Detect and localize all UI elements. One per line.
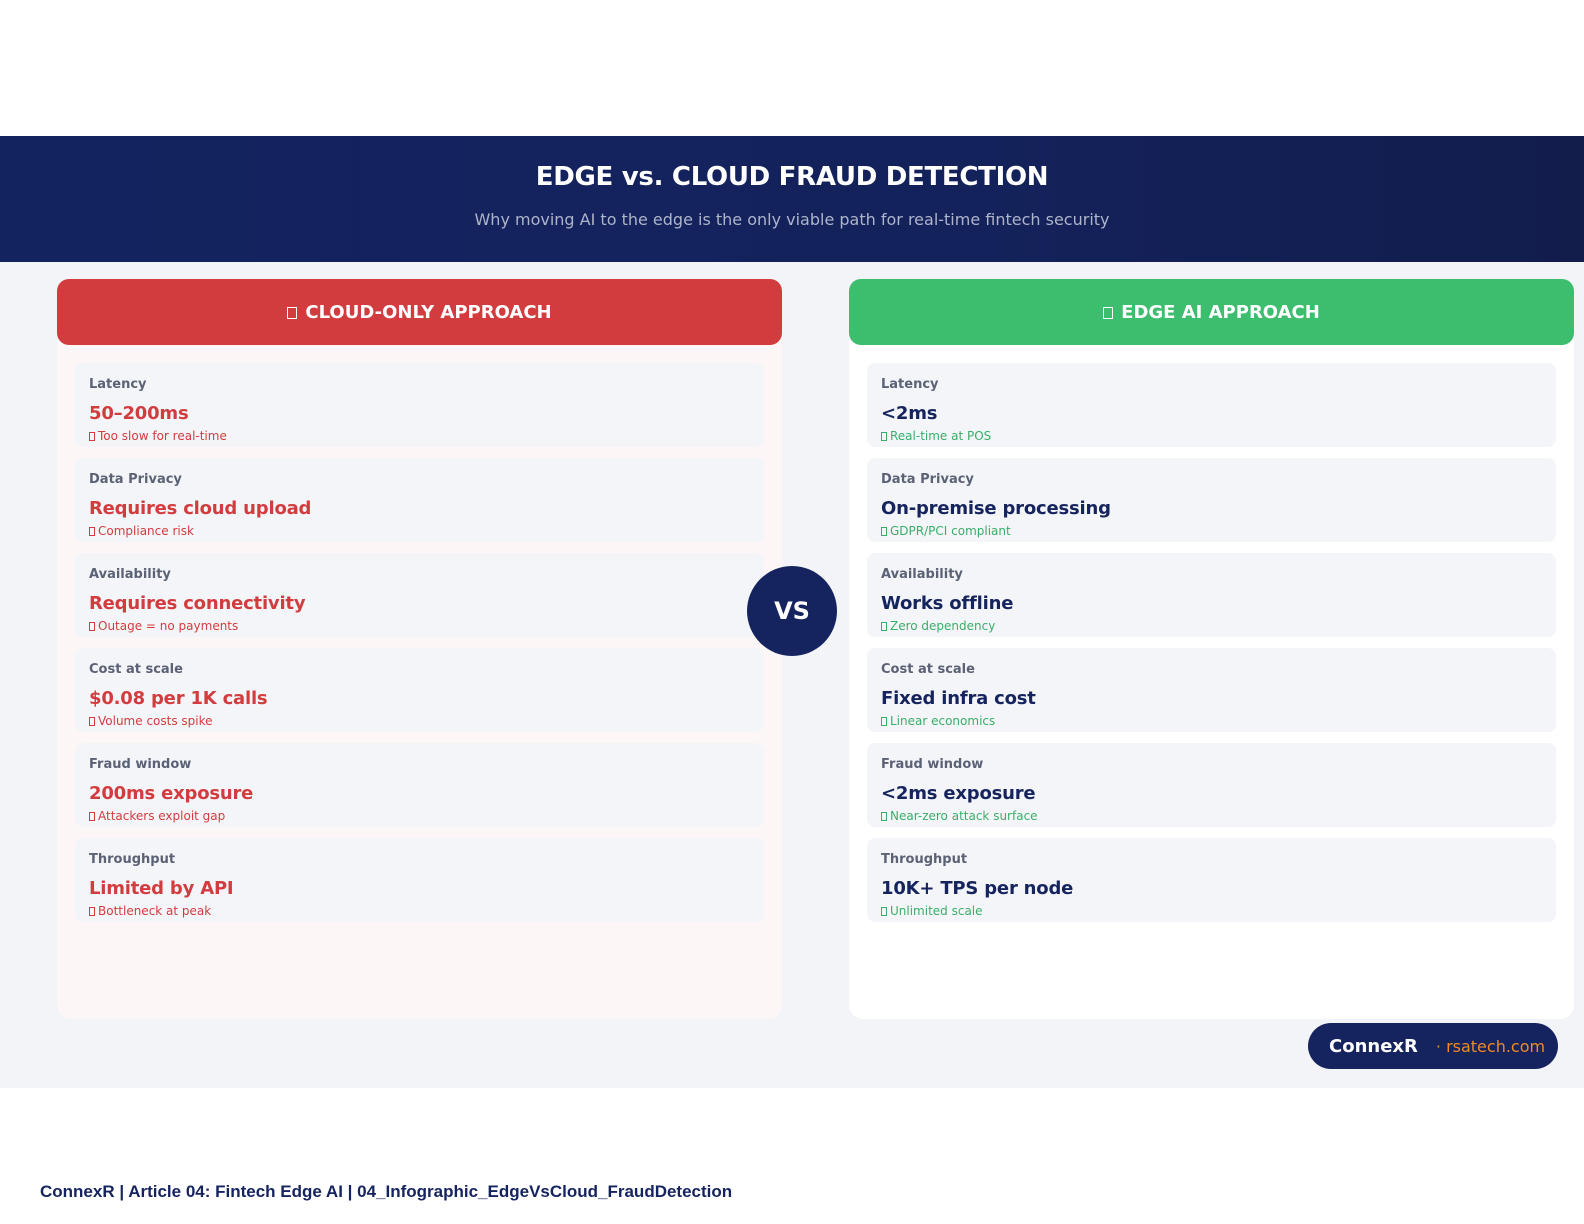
metric-note bbox=[881, 619, 995, 633]
check-icon bbox=[881, 432, 887, 441]
edge-row-throughput bbox=[867, 838, 1556, 922]
cloud-row-cost bbox=[75, 648, 764, 732]
metric-value: 200ms exposure bbox=[89, 783, 254, 804]
metric-label: Cost at scale bbox=[881, 662, 975, 677]
metric-note-text: Real-time at POS bbox=[890, 429, 992, 443]
metric-label: Latency bbox=[89, 377, 147, 392]
metric-note bbox=[89, 714, 213, 728]
metric-note bbox=[89, 904, 211, 918]
metric-note-text: GDPR/PCI compliant bbox=[890, 524, 1011, 538]
page-subtitle: Why moving AI to the edge is the only viable path for real-time fintech security bbox=[474, 210, 1110, 229]
metric-label: Cost at scale bbox=[89, 662, 183, 677]
metric-label: Throughput bbox=[89, 852, 176, 867]
metric-note-text: Unlimited scale bbox=[890, 904, 983, 918]
metric-value: Limited by API bbox=[89, 878, 234, 899]
check-icon bbox=[881, 812, 887, 821]
metric-value: $0.08 per 1K calls bbox=[89, 688, 268, 709]
cloud-row-fraud-window bbox=[75, 743, 764, 827]
metric-note-text: Near-zero attack surface bbox=[890, 809, 1038, 823]
metric-value: Requires cloud upload bbox=[89, 498, 312, 519]
brand-pill bbox=[1308, 1023, 1558, 1069]
metric-label: Availability bbox=[89, 567, 171, 582]
metric-note-text: Volume costs spike bbox=[98, 714, 213, 728]
cloud-row-data-privacy bbox=[75, 458, 764, 542]
metric-value: Works offline bbox=[881, 593, 1014, 614]
edge-column bbox=[849, 279, 1574, 1019]
metric-note bbox=[881, 429, 991, 443]
metric-value: 50–200ms bbox=[89, 403, 189, 424]
warning-icon bbox=[89, 432, 95, 441]
check-icon bbox=[881, 527, 887, 536]
edge-row-latency bbox=[867, 363, 1556, 447]
metric-note bbox=[89, 429, 227, 443]
edge-column-header bbox=[849, 279, 1574, 345]
cloud-row-throughput bbox=[75, 838, 764, 922]
brand-name: ConnexR bbox=[1329, 1035, 1418, 1057]
cloud-column-header bbox=[57, 279, 782, 345]
edge-row-availability bbox=[867, 553, 1556, 637]
check-icon bbox=[881, 907, 887, 916]
metric-label: Latency bbox=[881, 377, 939, 392]
cloud-rows bbox=[75, 363, 764, 933]
check-icon bbox=[881, 622, 887, 631]
metric-note-text: Bottleneck at peak bbox=[98, 904, 212, 918]
vs-badge: VS bbox=[747, 566, 837, 656]
metric-note bbox=[881, 524, 1011, 538]
brand-site: · rsatech.com bbox=[1435, 1036, 1546, 1056]
edge-column-title: EDGE AI APPROACH bbox=[1121, 301, 1320, 323]
metric-label: Data Privacy bbox=[881, 472, 974, 487]
warning-icon bbox=[89, 812, 95, 821]
warning-icon bbox=[89, 907, 95, 916]
metric-label: Fraud window bbox=[881, 757, 984, 772]
metric-label: Throughput bbox=[881, 852, 968, 867]
cloud-row-latency bbox=[75, 363, 764, 447]
warning-icon bbox=[89, 717, 95, 726]
header-banner bbox=[0, 136, 1584, 262]
cloud-icon bbox=[287, 307, 297, 319]
warning-icon bbox=[89, 527, 95, 536]
metric-value: Fixed infra cost bbox=[881, 688, 1036, 709]
metric-note-text: Zero dependency bbox=[890, 619, 996, 633]
metric-label: Availability bbox=[881, 567, 963, 582]
metric-label: Data Privacy bbox=[89, 472, 182, 487]
metric-value: Requires connectivity bbox=[89, 593, 306, 614]
cloud-column bbox=[57, 279, 782, 1019]
warning-icon bbox=[89, 622, 95, 631]
metric-note bbox=[89, 809, 225, 823]
page-title: EDGE vs. CLOUD FRAUD DETECTION bbox=[535, 162, 1049, 192]
metric-note bbox=[881, 714, 995, 728]
metric-value: <2ms exposure bbox=[881, 783, 1036, 804]
metric-note-text: Attackers exploit gap bbox=[98, 809, 226, 823]
edge-row-fraud-window bbox=[867, 743, 1556, 827]
edge-rows bbox=[867, 363, 1556, 933]
metric-note-text: Outage = no payments bbox=[98, 619, 239, 633]
metric-label: Fraud window bbox=[89, 757, 192, 772]
metric-note bbox=[881, 904, 983, 918]
infographic-slide bbox=[0, 136, 1584, 1088]
metric-note-text: Compliance risk bbox=[98, 524, 194, 538]
metric-value: On-premise processing bbox=[881, 498, 1111, 519]
metric-value: <2ms bbox=[881, 403, 938, 424]
metric-value: 10K+ TPS per node bbox=[881, 878, 1074, 899]
metric-note-text: Linear economics bbox=[890, 714, 996, 728]
metric-note bbox=[89, 524, 194, 538]
edge-row-data-privacy bbox=[867, 458, 1556, 542]
metric-note-text: Too slow for real-time bbox=[98, 429, 227, 443]
cloud-column-title: CLOUD-ONLY APPROACH bbox=[305, 301, 552, 323]
check-icon bbox=[881, 717, 887, 726]
metric-note bbox=[89, 619, 238, 633]
metric-note bbox=[881, 809, 1038, 823]
edge-row-cost bbox=[867, 648, 1556, 732]
footer-caption: ConnexR | Article 04: Fintech Edge AI | 04_Infographic_EdgeVsCloud_FraudDetection bbox=[40, 1182, 733, 1201]
edge-icon bbox=[1103, 307, 1113, 319]
cloud-row-availability bbox=[75, 553, 764, 637]
